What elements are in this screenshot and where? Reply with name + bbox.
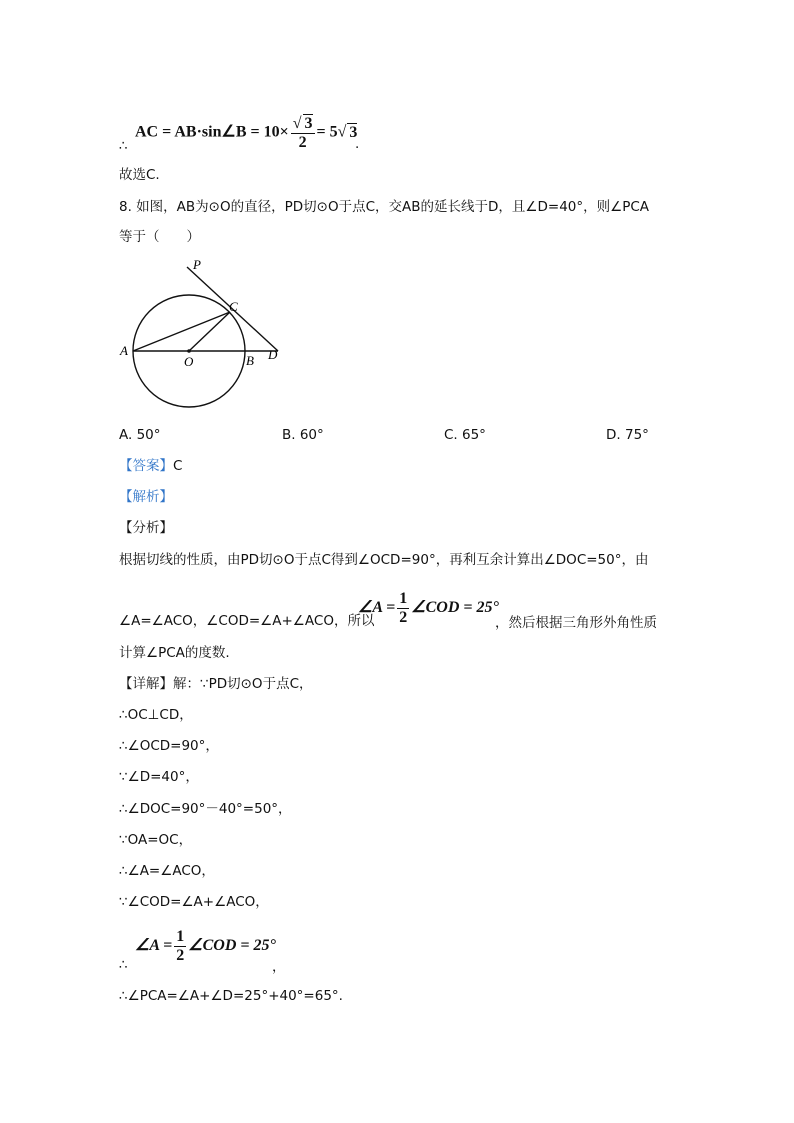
step-7: ∵∠COD=∠A+∠ACO， [119,894,269,910]
option-a: A. 50° [119,427,161,443]
answer-tag: 【答案】 [119,458,173,474]
prev-period: . [355,136,360,152]
question-line-2: 等于（ ） [119,229,200,245]
chord-ac [133,312,230,351]
step-4: ∴∠DOC=90°－40°=50°， [119,801,292,817]
final-comma: ， [272,959,286,975]
fenxi-math-b: ∠COD = 25° [411,599,499,617]
final-math-b: ∠COD = 25° [188,937,276,955]
prev-formula-sqrt: 3 [349,123,358,141]
final-therefore: ∴ [119,957,128,973]
step-2: ∴∠OCD=90°， [119,738,219,754]
answer-value: C [173,458,183,474]
analysis-tag: 【解析】 [119,489,173,505]
final-frac-num: 1 [176,928,185,945]
prev-formula-lhs: AC = AB·sin∠B = 10× [135,123,289,141]
label-p: P [193,257,201,272]
prev-formula-eq: = 5 [316,123,338,141]
fenxi-frac-den: 2 [399,609,408,626]
fenxi-frac-num: 1 [399,590,408,607]
step-3: ∵∠D=40°， [119,769,199,785]
fenxi-math-a: ∠A = [358,599,396,617]
option-c: C. 65° [444,427,486,443]
label-d: D [268,347,278,362]
prev-formula: AC = AB·sin∠B = 10× $\frac{√ 3}{2}$ = 5√ 3 [135,115,358,151]
fenxi-tag: 【分析】 [119,520,173,536]
final-fraction [174,928,186,965]
label-a: A [120,343,128,358]
step-5: ∵OA=OC， [119,832,193,848]
fenxi-fraction [397,590,409,627]
final-frac-den: 2 [176,947,185,964]
fenxi-line-1: 根据切线的性质，由PD切⊙O于点C得到∠OCD=90°，再利互余计算出∠DOC=50°，由 [119,552,649,568]
prev-fraction: $\frac{√ 3}{2}$ [292,115,313,151]
center-dot [187,349,191,353]
label-c: C [229,299,238,314]
last-line: ∴∠PCA=∠A+∠D=25°+40°=65°. [119,988,343,1004]
final-math-a: ∠A = [135,937,173,955]
detail-lead: 解：∵PD切⊙O于点C， [173,676,313,692]
fenxi-formula [358,590,499,627]
label-b: B [246,353,254,368]
prev-frac-num: 3 [304,115,313,132]
option-d: D. 75° [606,427,649,443]
detail-line [119,674,313,694]
prev-therefore: ∴ [119,138,128,154]
detail-tag: 【详解】 [119,676,173,692]
final-formula [135,928,276,965]
question-line-1: 8. 如图，AB为⊙O的直径，PD切⊙O于点C，交AB的延长线于D，且∠D=40°，则∠PCA [119,199,650,215]
step-6: ∴∠A=∠ACO， [119,863,215,879]
option-b: B. 60° [282,427,324,443]
fenxi-line-3: 计算∠PCA的度数. [119,645,230,661]
step-1: ∴OC⊥CD， [119,707,193,723]
answer-line [119,456,182,476]
prev-frac-den: 2 [298,134,307,151]
geometry-figure [112,255,292,415]
label-o: O [184,354,194,369]
prev-choice-line: 故选C. [119,167,160,183]
fenxi-line-2b: ，然后根据三角形外角性质 [495,615,657,631]
fenxi-line-2a: ∠A=∠ACO，∠COD=∠A+∠ACO，所以 [119,613,375,629]
radius-oc [189,312,230,351]
